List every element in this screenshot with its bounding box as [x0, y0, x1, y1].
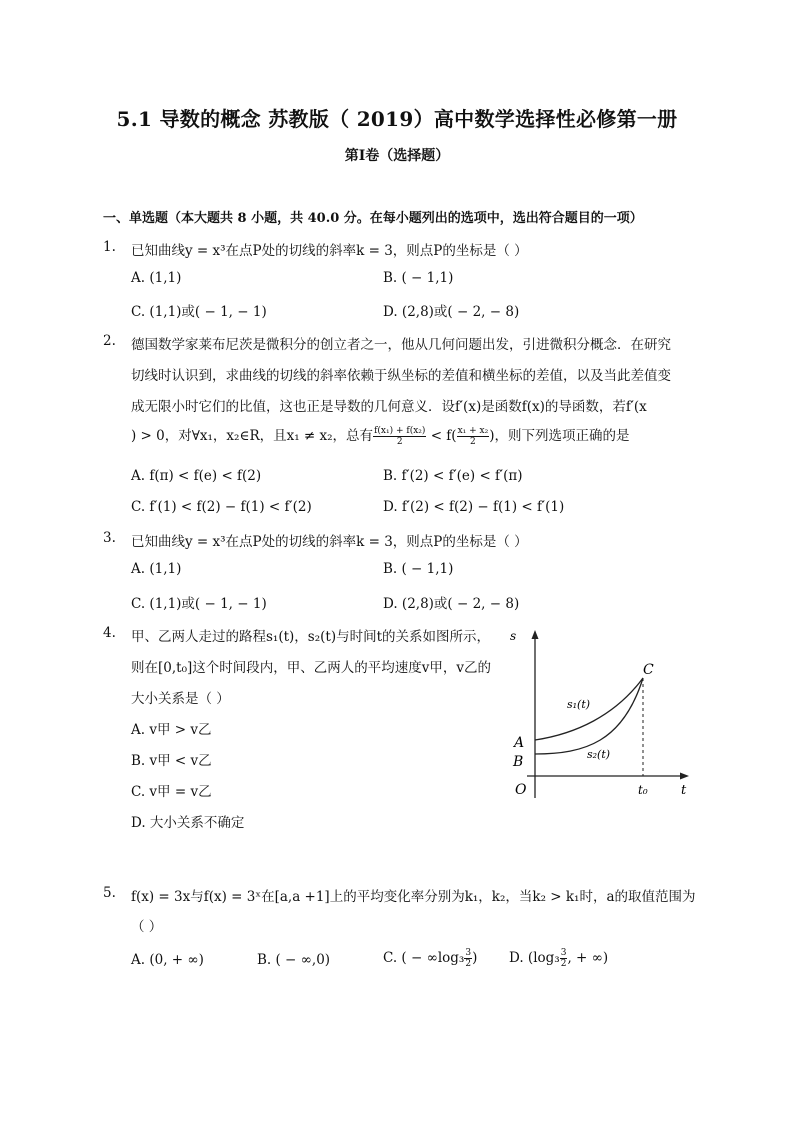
question-text-line: 则在[0,t₀]这个时间段内，甲、乙两人的平均速度v甲，v乙的 — [131, 660, 492, 676]
question-text-line — [131, 424, 630, 447]
text-segment: )，则下列选项正确的是 — [489, 428, 630, 444]
question-number: 2. — [103, 333, 116, 349]
option-a[interactable]: A. v甲 > v乙 — [131, 722, 212, 738]
question-text-line: 德国数学家莱布尼茨是微积分的创立者之一，他从几何问题出发，引进微积分概念．在研究 — [131, 337, 671, 353]
question-text-line: 大小关系是（ ） — [131, 691, 230, 707]
option-d[interactable] — [509, 948, 608, 969]
fraction-numerator: f(x₁) + f(x₂) — [374, 426, 426, 436]
axis-label-t: t — [681, 783, 687, 798]
fraction — [373, 426, 426, 447]
point-a-label: A — [514, 735, 525, 751]
option-d[interactable]: D. 大小关系不确定 — [131, 815, 245, 831]
text-segment: < f( — [430, 428, 457, 444]
fraction-denominator: 2 — [465, 959, 472, 969]
x-axis-arrow — [680, 773, 689, 780]
question-text-line: 切线时认识到，求曲线的切线的斜率依赖于纵坐标的差值和横坐标的差值，以及当此差值变 — [131, 368, 671, 384]
question-text: 已知曲线y = x³在点P处的切线的斜率k = 3，则点P的坐标是（ ） — [131, 243, 528, 259]
y-axis-arrow — [532, 630, 539, 639]
document-title: 5.1 导数的概念 苏教版（ 2019）高中数学选择性必修第一册 — [116, 107, 678, 131]
fraction-denominator: 2 — [396, 437, 403, 447]
option-c[interactable] — [383, 948, 477, 969]
curve-s1-label: s₁(t) — [567, 698, 591, 711]
fraction-numerator: 3 — [465, 948, 472, 958]
option-d[interactable]: D. f′(2) < f(2) − f(1) < f′(1) — [383, 499, 565, 515]
axis-label-s: s — [510, 629, 517, 643]
option-d[interactable]: D. (2,8)或( − 2, − 8) — [383, 304, 520, 320]
point-c-label: C — [643, 662, 654, 678]
origin-label: O — [515, 782, 527, 798]
option-text: , + ∞) — [567, 950, 609, 966]
option-a[interactable]: A. (1,1) — [131, 561, 182, 577]
fraction-denominator: 2 — [470, 437, 476, 447]
question-text-line: f(x) = 3x与f(x) = 3ˣ在[a,a +1]上的平均变化率分别为k₁，k₂，当k₂ > k₁时，a的取值范围为 — [131, 889, 696, 905]
option-c[interactable]: C. (1,1)或( − 1, − 1) — [131, 304, 267, 320]
option-text: C. ( − ∞log₃ — [383, 950, 465, 966]
volume-subtitle: 第I卷（选择题） — [344, 148, 450, 164]
question-number: 5. — [103, 885, 116, 901]
option-b[interactable]: B. ( − ∞,0) — [257, 952, 331, 968]
option-b[interactable]: B. ( − 1,1) — [383, 270, 454, 286]
option-c[interactable]: C. f′(1) < f(2) − f(1) < f′(2) — [131, 499, 312, 515]
question-number: 1. — [103, 239, 116, 255]
option-b[interactable]: B. ( − 1,1) — [383, 561, 454, 577]
option-b[interactable]: B. v甲 < v乙 — [131, 753, 212, 769]
curve-s2 — [535, 678, 643, 754]
distance-time-figure — [505, 626, 695, 804]
option-a[interactable]: A. f(π) < f(e) < f(2) — [131, 468, 262, 484]
fraction-numerator: 3 — [560, 948, 567, 958]
option-c[interactable]: C. v甲 = v乙 — [131, 784, 212, 800]
t0-label: t₀ — [638, 783, 648, 797]
option-b[interactable]: B. f′(2) < f′(e) < f′(π) — [383, 468, 523, 484]
option-text: ) — [472, 950, 478, 966]
question-text-line: （ ） — [131, 919, 163, 935]
fraction-numerator: x₁ + x₂ — [457, 426, 489, 436]
question-number: 4. — [103, 625, 116, 641]
question-text-line: 成无限小时它们的比值，这也正是导数的几何意义．设f′(x)是函数f(x)的导函数，若f′(x — [131, 399, 647, 415]
section-heading: 一、单选题（本大题共 8 小题，共 40.0 分。在每小题列出的选项中，选出符合题目的一项） — [103, 211, 643, 226]
question-text: 已知曲线y = x³在点P处的切线的斜率k = 3，则点P的坐标是（ ） — [131, 534, 528, 550]
fraction — [464, 948, 472, 969]
option-text: D. (log₃ — [509, 950, 560, 966]
question-text-line: 甲、乙两人走过的路程s₁(t)，s₂(t)与时间t的关系如图所示， — [131, 629, 491, 645]
option-c[interactable]: C. (1,1)或( − 1, − 1) — [131, 596, 267, 612]
curve-s2-label: s₂(t) — [587, 748, 611, 761]
option-d[interactable]: D. (2,8)或( − 2, − 8) — [383, 596, 520, 612]
point-b-label: B — [513, 754, 524, 770]
fraction — [457, 426, 490, 447]
option-a[interactable]: A. (0, + ∞) — [131, 952, 204, 968]
question-number: 3. — [103, 530, 116, 546]
fraction-denominator: 2 — [560, 959, 567, 969]
option-a[interactable]: A. (1,1) — [131, 270, 182, 286]
text-segment: ) > 0，对∀x₁，x₂∈R，且x₁ ≠ x₂，总有 — [131, 428, 374, 444]
